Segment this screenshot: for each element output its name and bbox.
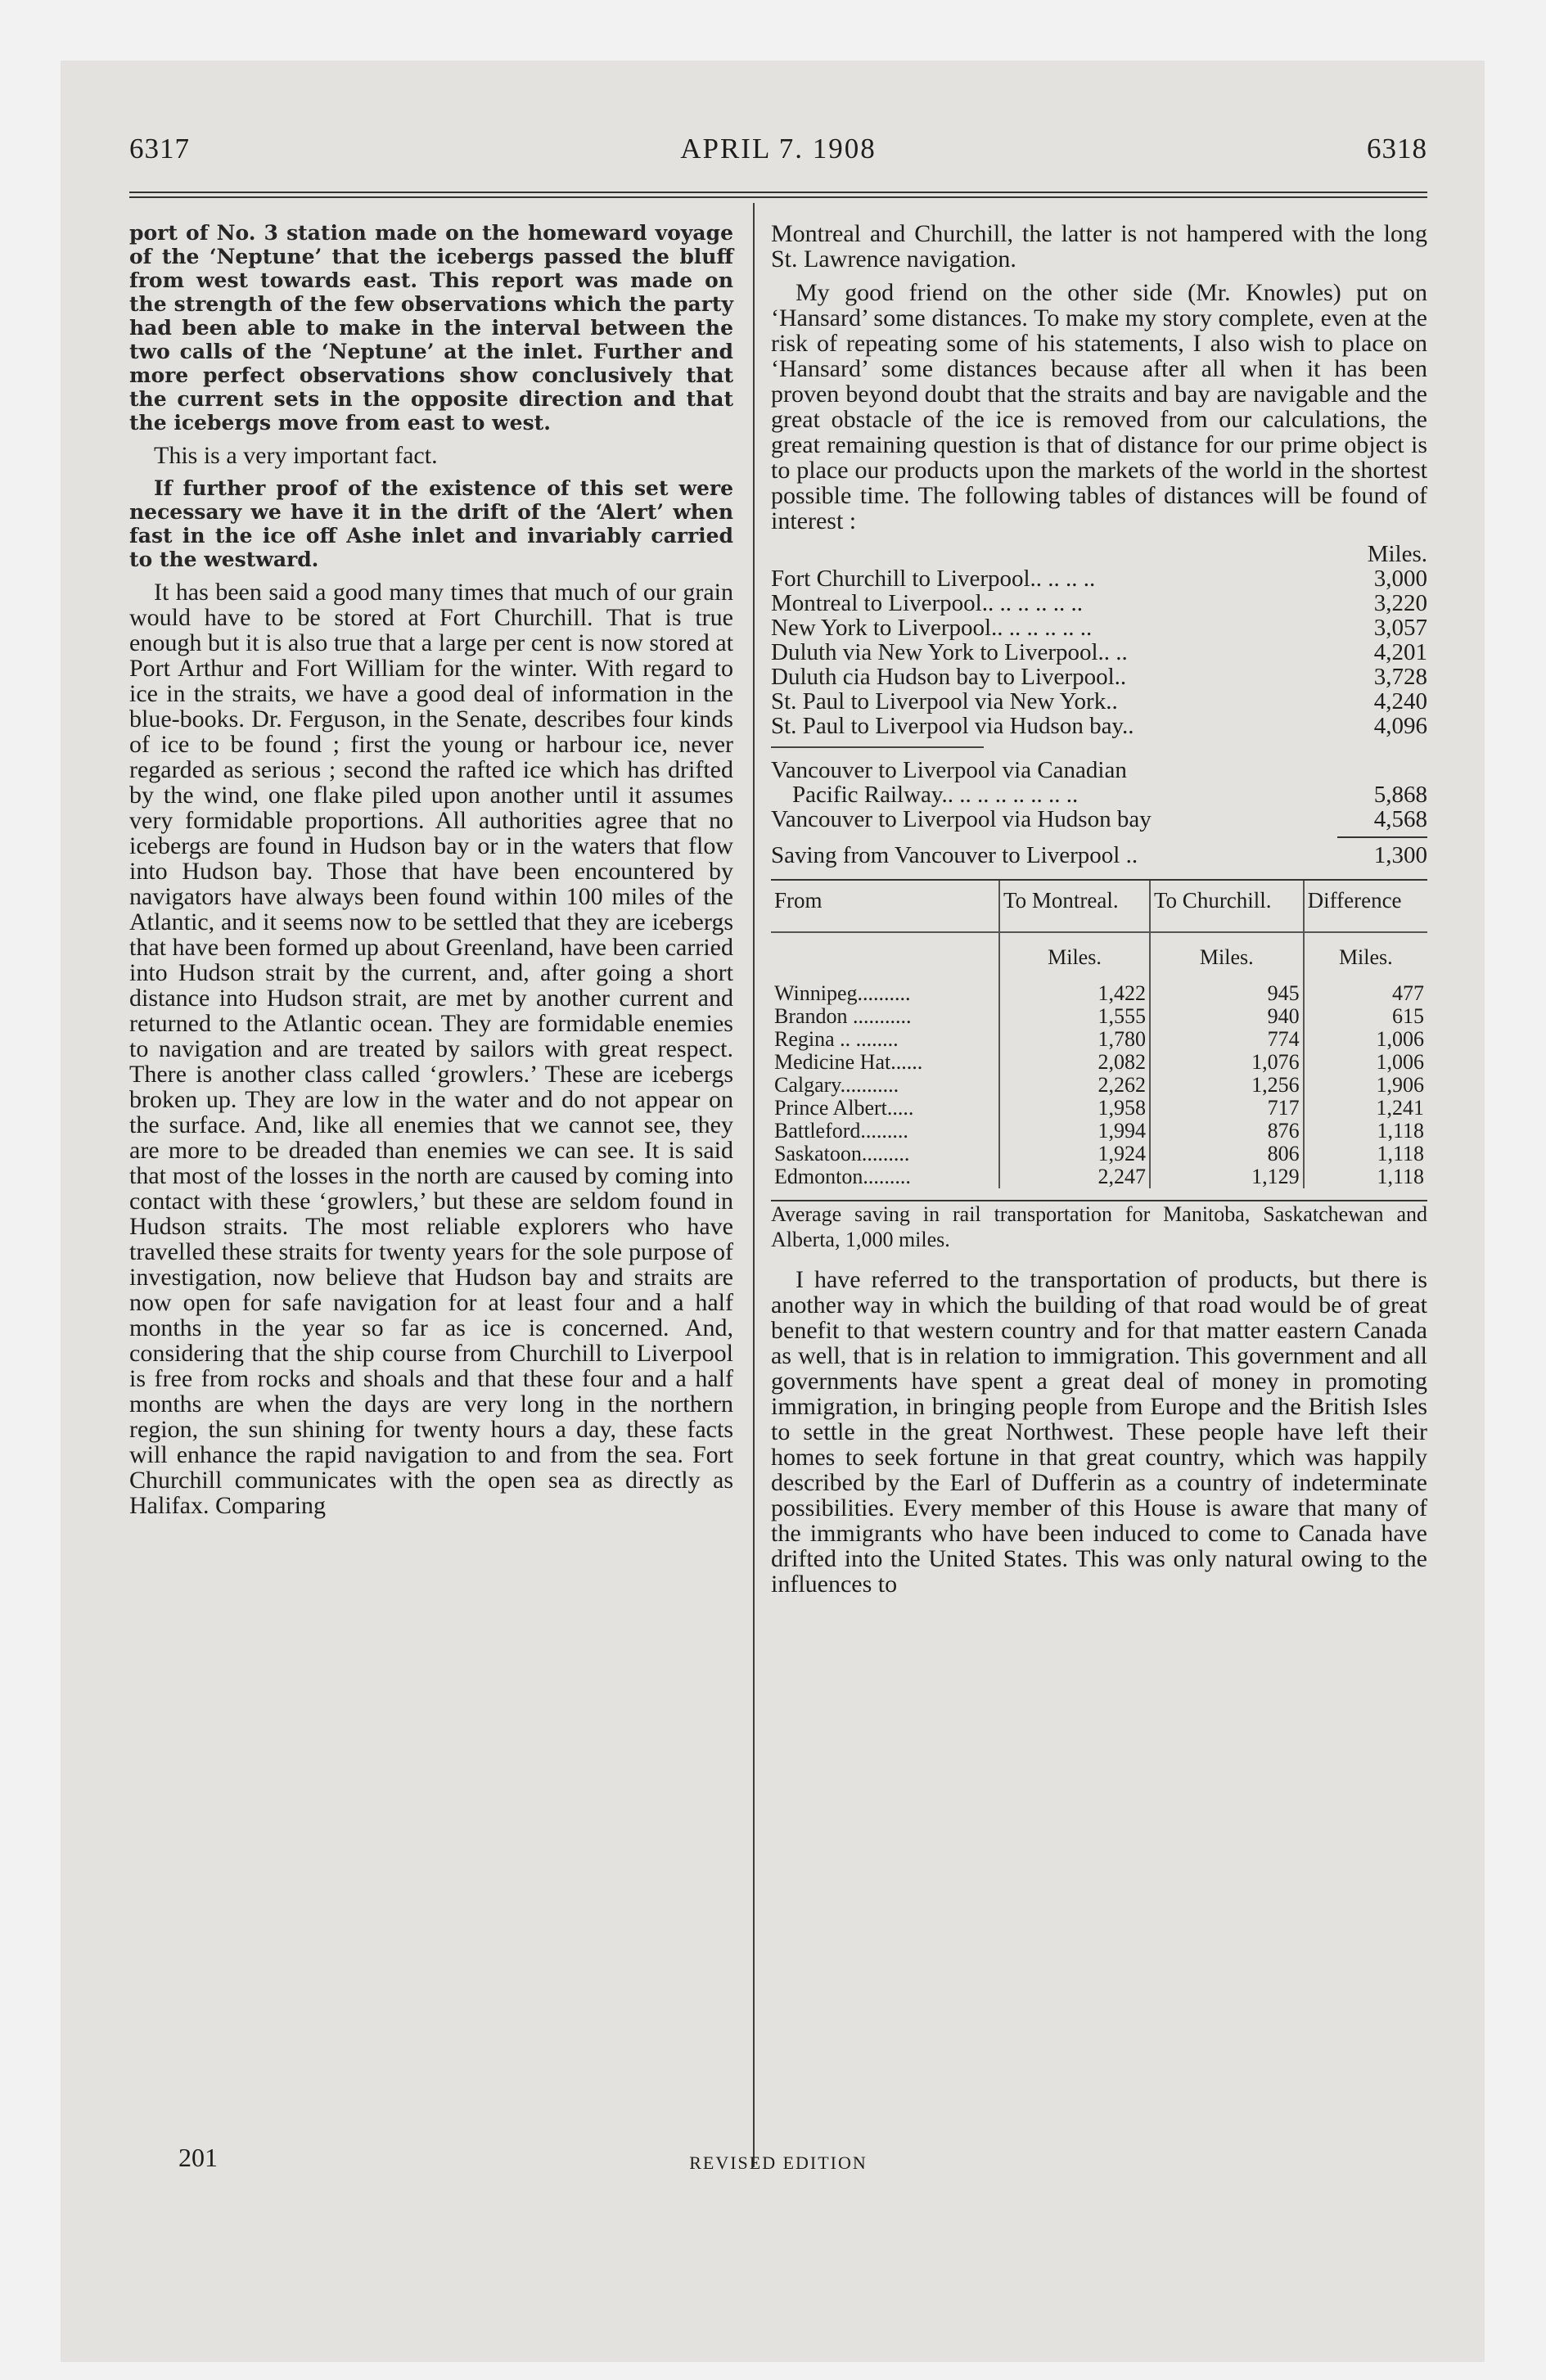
route-label: Duluth via New York to Liverpool.. .. [771,639,1128,665]
table-row [771,689,1427,714]
unit-cell: Miles. [999,932,1150,982]
route-miles: 4,096 [1373,713,1427,739]
route-label: St. Paul to Liverpool via Hudson bay.. [771,713,1134,739]
route-label: New York to Liverpool.. .. .. .. .. .. [771,615,1093,641]
table-note: Average saving in rail transportation for Manitoba, Saskatchewan and Alberta, 1,000 miles. [771,1202,1427,1251]
difference-cell: 477 [1392,981,1424,1005]
city-cell: Medicine Hat...... [771,1051,999,1074]
city-cell: Regina .. ........ [771,1028,999,1051]
difference-cell: 1,906 [1376,1073,1424,1097]
difference-cell: 1,241 [1376,1096,1424,1120]
signature-number: 201 [178,2143,218,2172]
table-row [771,1097,1427,1120]
page-number-left: 6317 [129,133,190,165]
montreal-cell: 2,262 [999,1074,1150,1097]
montreal-cell: 2,082 [999,1051,1150,1074]
city-cell: Battleford......... [771,1120,999,1143]
table-row [771,714,1427,738]
city-cell: Brandon ........... [771,1005,999,1028]
rail-distance-table [771,881,1427,1188]
montreal-cell: 1,780 [999,1028,1150,1051]
table-row [771,591,1427,615]
route-miles: 4,568 [1373,806,1427,832]
churchill-cell: 1,129 [1150,1165,1304,1188]
table-row [771,1051,1427,1074]
right-paragraph: I have referred to the transportation of products, but there is another way in which the building of that road would be of great benefit to that western country and for that matter eastern Canada as well, that is in relation to immigration. This government and all governments have spent a great deal of money in promoting immigration, in bringing people from Europe and the British Isles to settle in the great Northwest. These people have left their homes to seek fortune in that great country, which was happily described by the Earl of Dufferin as a country of indeterminate possibilities. Every member of this House is aware that many of the immigrants who have been induced to come to Canada have drifted into the United States. This was only natural owing to the influences to [771,1266,1427,1598]
montreal-cell: 1,958 [999,1097,1150,1120]
edition-label: REVISED EDITION [689,2152,868,2173]
route-miles: 4,201 [1373,639,1427,665]
churchill-cell: 717 [1150,1097,1304,1120]
saving-table [771,843,1427,868]
route-miles: 3,000 [1373,566,1427,592]
column-header: Difference [1307,888,1402,913]
montreal-cell: 1,924 [999,1143,1150,1165]
left-paragraph: This is a very important fact. [154,442,438,469]
right-paragraph: My good friend on the other side (Mr. Knowles) put on ‘Hansard’ some distances. To make my story complete, even at the risk of repeating some of his statements, I also wish to place on ‘Hansard’ some distances because after all when it has been proven beyond doubt that the straits and bay are navigable and the great obstacle of the ice is removed from our calculations, the great remaining question is that of distance for our prime object is to place our products upon the markets of the world in the shortest possible time. The following tables of distances will be found of interest : [771,279,1427,534]
column-header: To Churchill. [1150,881,1304,920]
section-rule [771,746,984,748]
units-row [771,932,1427,982]
route-label: Montreal to Liverpool.. .. .. .. .. .. [771,590,1083,616]
route-label: Duluth cia Hudson bay to Liverpool.. [771,664,1127,690]
city-cell: Edmonton......... [771,1165,999,1188]
route-label: Fort Churchill to Liverpool.. .. .. .. [771,566,1096,592]
churchill-cell: 945 [1150,982,1304,1005]
churchill-cell: 774 [1150,1028,1304,1051]
montreal-cell: 1,994 [999,1120,1150,1143]
column-header: To Montreal. [999,881,1150,920]
distance-rows [771,566,1427,738]
right-paragraph: Montreal and Churchill, the latter is not hampered with the long St. Lawrence navigation. [771,220,1427,273]
table-row [771,566,1427,591]
page-number-right: 6318 [1367,133,1427,165]
montreal-cell: 1,422 [999,982,1150,1005]
header-rule-top [129,192,1427,193]
route-label: Vancouver to Liverpool via Hudson bay [771,806,1152,832]
city-cell: Saskatoon......... [771,1143,999,1165]
route-miles: 3,220 [1373,590,1427,616]
montreal-cell: 2,247 [999,1165,1150,1188]
left-column [129,221,733,1526]
sum-rule [1337,836,1427,838]
column-header: From [771,881,999,920]
header-rule-bottom [129,196,1427,198]
route-label: St. Paul to Liverpool via New York.. [771,688,1118,714]
city-cell: Winnipeg.......... [771,982,999,1005]
table-row [771,1074,1427,1097]
table-row [771,1005,1427,1028]
table-row [771,1028,1427,1051]
table-header-row [771,881,1427,920]
unit-cell: Miles. [1150,932,1304,982]
table-row [771,665,1427,689]
table-row [771,640,1427,665]
route-miles: 5,868 [1373,782,1427,808]
route-label: Vancouver to Liverpool via Canadian [771,757,1127,783]
table-row [771,807,1427,832]
route-miles: 3,728 [1373,664,1427,690]
distance-table [771,542,1427,738]
churchill-cell: 940 [1150,1005,1304,1028]
route-miles: 4,240 [1373,688,1427,714]
table-row [771,1120,1427,1143]
table-row [771,1143,1427,1165]
difference-cell: 1,006 [1376,1050,1424,1074]
difference-cell: 1,118 [1377,1165,1424,1188]
table-row [771,615,1427,640]
left-paragraph: It has been said a good many times that much of our grain would have to be stored at Fort Churchill. That is true enough but it is also true that a large per cent is now stored at Port Arthur and Fort William for the winter. With regard to ice in the straits, we have a good deal of information in the blue-books. Dr. Ferguson, in the Senate, describes four kinds of ice to be found ; first the young or harbour ice, never regarded as serious ; second the rafted ice which has drifted by the wind, one flake piled upon another until it assumes very formidable proportions. All authorities agree that no icebergs are found in Hudson bay or in the waters that flow into Hudson bay. Those that have been encountered by navigators have always been found within 100 miles of the Atlantic, and it seems now to be settled that they are icebergs that have been formed up about Greenland, have been carried into Hudson strait by the current, and, after going a short distance into Hudson strait, are met by another current and returned to the Atlantic ocean. They are formidable enemies to navigation and are treated by sailors with great respect. There is another class called ‘growlers.’ These are icebergs broken up. They are low in the water and do not appear on the surface. And, like all enemies that we cannot see, they are more to be dreaded than enemies we can see. It is said that most of the losses in the north are caused by coming into contact with these ‘growlers,’ but these are seldom found in Hudson straits. The most reliable explorers who have travelled these straits for twenty years for the sole purpose of investigation, now believe that Hudson bay and straits are now open for safe navigation for at least four and a half months in the year so far as ice is concerned. And, considering that the ship course from Churchill to Liverpool is free from rocks and shoals and that these four and a half months are when the days are very long in the northern region, the sun shining for twenty hours a day, these facts will enhance the rapid navigation to and from the sea. Fort Churchill communicates with the open sea as directly as Halifax. Comparing [129,579,733,1519]
difference-cell: 615 [1392,1004,1424,1028]
route-miles: 3,057 [1373,615,1427,641]
saving-miles: 1,300 [1373,842,1427,868]
city-cell: Calgary........... [771,1074,999,1097]
vancouver-table [771,758,1427,832]
right-column [771,221,1427,1605]
hansard-page [129,106,1427,2202]
table-row [771,782,1427,807]
table-row [771,843,1427,868]
page-header [129,133,1427,174]
table-row [771,758,1427,782]
churchill-cell: 1,076 [1150,1051,1304,1074]
saving-label: Saving from Vancouver to Liverpool .. [771,842,1138,868]
difference-cell: 1,006 [1376,1027,1424,1051]
page-date: APRIL 7. 1908 [680,133,877,165]
table-row [771,1165,1427,1188]
difference-cell: 1,118 [1377,1142,1424,1165]
left-paragraph: port of No. 3 station made on the homeward voyage of the ‘Neptune’ that the icebergs passed the bluff from west towards east. This report was made on the strength of the few observations which the party had been able to make in the interval between the two calls of the ‘Neptune’ at the inlet. Further and more perfect observations show conclusively that the current sets in the opposite direction and that the icebergs move from east to west. [129,221,733,435]
churchill-cell: 876 [1150,1120,1304,1143]
table-row [771,982,1427,1005]
unit-cell: Miles. [1338,945,1393,969]
unit-cell [771,932,999,982]
difference-cell: 1,118 [1377,1119,1424,1143]
miles-header: Miles. [1367,541,1427,567]
route-label: Pacific Railway.. .. .. .. .. .. .. .. [792,782,1079,808]
left-paragraph: If further proof of the existence of this set were necessary we have it in the drift of the ‘Alert’ when fast in the ice off Ashe inlet and invariably carried to the westward. [129,476,733,571]
churchill-cell: 1,256 [1150,1074,1304,1097]
churchill-cell: 806 [1150,1143,1304,1165]
city-cell: Prince Albert..... [771,1097,999,1120]
montreal-cell: 1,555 [999,1005,1150,1028]
column-divider [753,203,755,2167]
